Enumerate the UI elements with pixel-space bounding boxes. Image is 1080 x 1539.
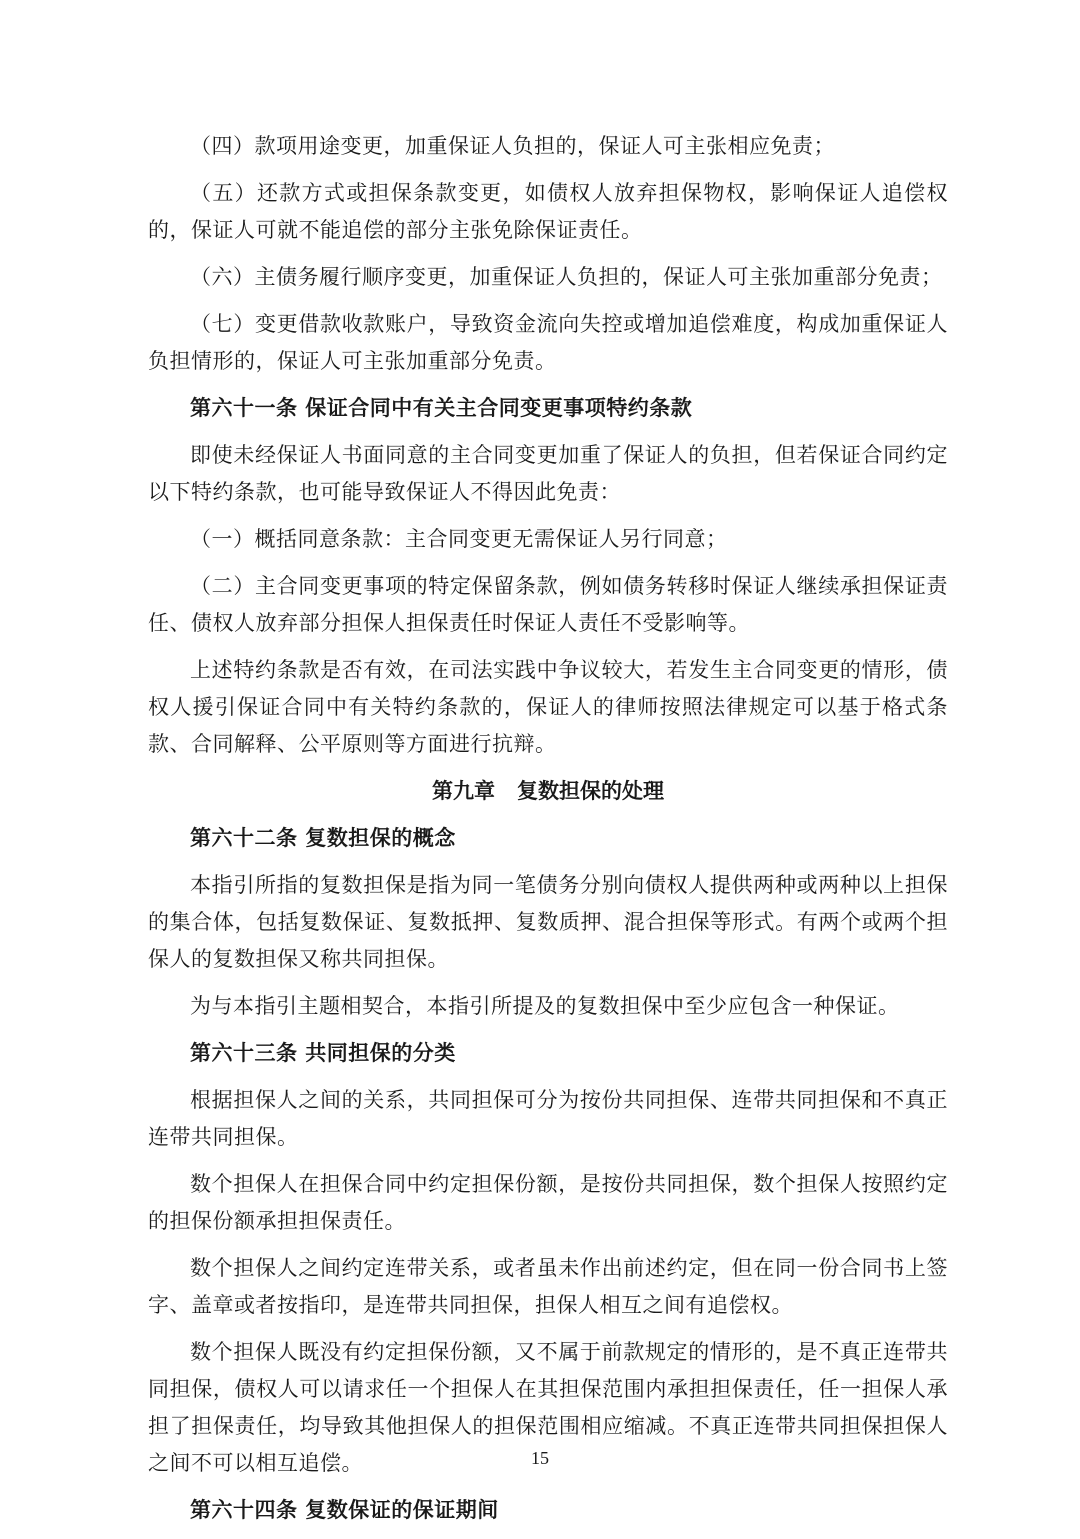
article-64-heading: 第六十四条 复数保证的保证期间 [190,1498,499,1522]
document-body [148,128,948,1539]
chapter-9-title: 第九章 复数担保的处理 [432,779,664,803]
paragraph-item-5: （五）还款方式或担保条款变更，如债权人放弃担保物权，影响保证人追偿权的，保证人可就不能追偿的部分主张免除保证责任。 [148,181,948,242]
article-62-heading: 第六十二条 复数担保的概念 [190,826,456,850]
paragraph-item-7: （七）变更借款收款账户，导致资金流向失控或增加追偿难度，构成加重保证人负担情形的，保证人可主张加重部分免责。 [148,312,948,373]
article-62-definition: 本指引所指的复数担保是指为同一笔债务分别向债权人提供两种或两种以上担保的集合体，包括复数保证、复数抵押、复数质押、混合担保等形式。有两个或两个担保人的复数担保又称共同担保。 [148,873,948,971]
page-number: 15 [531,1448,549,1468]
article-62-scope: 为与本指引主题相契合，本指引所提及的复数担保中至少应包含一种保证。 [190,994,900,1018]
article-63-by-share: 数个担保人在担保合同中约定担保份额，是按份共同担保，数个担保人按照约定的担保份额承担担保责任。 [148,1172,948,1233]
article-63-intro: 根据担保人之间的关系，共同担保可分为按份共同担保、连带共同担保和不真正连带共同担保。 [148,1088,948,1149]
article-63-non-genuine-joint: 数个担保人既没有约定担保份额，又不属于前款规定的情形的，是不真正连带共同担保，债权人可以请求任一个担保人在其担保范围内承担担保责任，任一担保人承担了担保责任，均导致其他担保人的担保范围相应缩减。不真正连带共同担保担保人之间不可以相互追偿。 [148,1340,948,1475]
article-61-note: 上述特约条款是否有效，在司法实践中争议较大，若发生主合同变更的情形，债权人援引保证合同中有关特约条款的，保证人的律师按照法律规定可以基于格式条款、合同解释、公平原则等方面进行抗辩。 [148,658,948,756]
article-63-heading: 第六十三条 共同担保的分类 [190,1041,456,1065]
paragraph-item-6: （六）主债务履行顺序变更，加重保证人负担的，保证人可主张加重部分免责； [190,265,943,289]
article-61-item-1: （一）概括同意条款：主合同变更无需保证人另行同意； [190,527,728,551]
article-63-joint: 数个担保人之间约定连带关系，或者虽未作出前述约定，但在同一份合同书上签字、盖章或者按指印，是连带共同担保，担保人相互之间有追偿权。 [148,1256,948,1317]
article-61-item-2: （二）主合同变更事项的特定保留条款，例如债务转移时保证人继续承担保证责任、债权人放弃部分担保人担保责任时保证人责任不受影响等。 [148,574,948,635]
article-61-intro: 即使未经保证人书面同意的主合同变更加重了保证人的负担，但若保证合同约定以下特约条款，也可能导致保证人不得因此免责： [148,443,948,504]
article-61-heading: 第六十一条 保证合同中有关主合同变更事项特约条款 [190,396,693,420]
paragraph-item-4: （四）款项用途变更，加重保证人负担的，保证人可主张相应免责； [190,134,835,158]
